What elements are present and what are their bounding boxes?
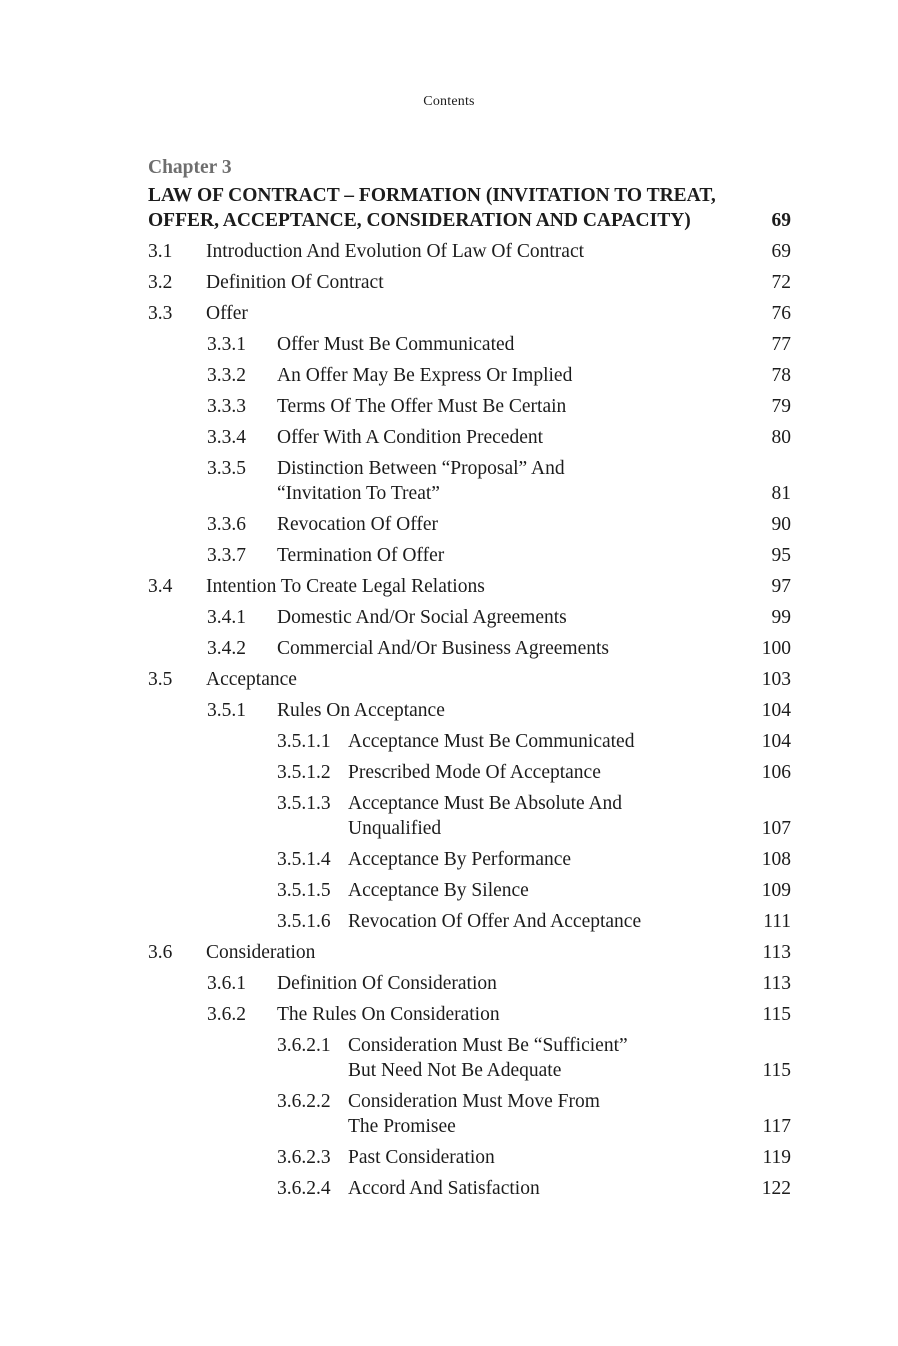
running-header: Contents (423, 94, 475, 109)
section-number: 3.6.2.2 (277, 1091, 331, 1112)
section-title: Acceptance (206, 669, 297, 690)
section-title: Past Consideration (348, 1147, 495, 1168)
section-title: But Need Not Be Adequate (348, 1060, 562, 1081)
toc-entry[interactable] (148, 301, 791, 326)
section-number: 3.3.5 (207, 458, 246, 479)
toc-entry[interactable] (148, 270, 791, 295)
page-number: 115 (762, 1004, 791, 1025)
toc-entry[interactable] (148, 363, 791, 388)
page-number: 117 (762, 1116, 791, 1137)
section-title: “Invitation To Treat” (277, 483, 440, 504)
toc-entry[interactable] (148, 698, 791, 723)
page-number: 90 (771, 514, 791, 535)
page-number: 103 (761, 669, 791, 690)
section-number: 3.5.1.1 (277, 731, 331, 752)
section-number: 3.3.2 (207, 365, 246, 386)
toc-entry[interactable] (148, 1033, 791, 1083)
page-number: 80 (771, 427, 791, 448)
toc-entry[interactable] (148, 847, 791, 872)
section-title: Accord And Satisfaction (348, 1178, 540, 1199)
toc-entry[interactable] (148, 909, 791, 934)
toc-entry[interactable] (148, 971, 791, 996)
toc-entry[interactable] (148, 239, 791, 264)
section-title: An Offer May Be Express Or Implied (277, 365, 573, 386)
toc-entry[interactable] (148, 878, 791, 903)
chapter-title-line: OFFER, ACCEPTANCE, CONSIDERATION AND CAPACITY) (148, 210, 691, 231)
page-number: 104 (761, 731, 791, 752)
section-title: Consideration (206, 942, 316, 963)
section-title: Domestic And/Or Social Agreements (277, 607, 567, 628)
page-number: 113 (762, 973, 791, 994)
section-number: 3.5.1.4 (277, 849, 331, 870)
toc-entry[interactable] (148, 605, 791, 630)
page-number: 69 (771, 241, 791, 262)
section-title: Definition Of Contract (206, 272, 384, 293)
section-number: 3.3.6 (207, 514, 246, 535)
section-number: 3.6.2.3 (277, 1147, 331, 1168)
toc-entry[interactable] (148, 1176, 791, 1201)
toc-entries (148, 239, 791, 1201)
section-title: Acceptance By Silence (348, 880, 529, 901)
toc-entry[interactable] (148, 543, 791, 568)
page-number: 106 (761, 762, 791, 783)
page-number: 76 (771, 303, 791, 324)
page-number: 107 (761, 818, 791, 839)
page-number: 115 (762, 1060, 791, 1081)
section-title: Acceptance By Performance (348, 849, 572, 870)
section-title: Offer (206, 303, 248, 324)
toc-entry[interactable] (148, 1089, 791, 1139)
toc-entry[interactable] (148, 332, 791, 357)
chapter-label: Chapter 3 (148, 157, 232, 178)
section-number: 3.6.2.1 (277, 1035, 331, 1056)
section-number: 3.3.7 (207, 545, 246, 566)
section-number: 3.3.3 (207, 396, 246, 417)
section-number: 3.3 (148, 303, 173, 324)
section-number: 3.5.1.3 (277, 793, 331, 814)
page-number: 113 (762, 942, 791, 963)
section-title: Acceptance Must Be Absolute And (348, 793, 623, 814)
page-number: 104 (761, 700, 791, 721)
section-title: The Rules On Consideration (277, 1004, 500, 1025)
chapter-title[interactable] (148, 183, 791, 233)
section-number: 3.5.1.2 (277, 762, 331, 783)
page-number: 109 (761, 880, 791, 901)
section-number: 3.4 (148, 576, 173, 597)
section-number: 3.5.1 (207, 700, 246, 721)
section-title: Revocation Of Offer And Acceptance (348, 911, 642, 932)
section-title: Rules On Acceptance (277, 700, 445, 721)
section-number: 3.5 (148, 669, 173, 690)
page-number: 72 (771, 272, 791, 293)
toc-entry[interactable] (148, 1145, 791, 1170)
toc-entry[interactable] (148, 512, 791, 537)
section-number: 3.6 (148, 942, 173, 963)
page-number: 100 (761, 638, 791, 659)
page-number: 111 (763, 911, 791, 932)
section-title: Acceptance Must Be Communicated (348, 731, 635, 752)
toc-entry[interactable] (148, 760, 791, 785)
section-title: Termination Of Offer (277, 545, 445, 566)
section-title: Offer With A Condition Precedent (277, 427, 544, 448)
section-title: Definition Of Consideration (277, 973, 497, 994)
toc-entry[interactable] (148, 940, 791, 965)
section-title: Consideration Must Move From (348, 1091, 600, 1112)
toc-entry[interactable] (148, 574, 791, 599)
section-number: 3.4.2 (207, 638, 246, 659)
section-title: Prescribed Mode Of Acceptance (348, 762, 601, 783)
page-number: 77 (771, 334, 791, 355)
chapter-title-line: LAW OF CONTRACT – FORMATION (INVITATION TO TREAT, (148, 185, 716, 206)
section-title: Introduction And Evolution Of Law Of Contract (206, 241, 585, 262)
page-number: 99 (771, 607, 791, 628)
toc-entry[interactable] (148, 425, 791, 450)
page-number: 119 (762, 1147, 791, 1168)
section-title: Distinction Between “Proposal” And (277, 458, 565, 479)
page-number: 108 (761, 849, 791, 870)
toc-entry[interactable] (148, 729, 791, 754)
page-number: 79 (771, 396, 791, 417)
page-number: 81 (771, 483, 791, 504)
section-number: 3.6.2.4 (277, 1178, 331, 1199)
page-number: 78 (771, 365, 791, 386)
section-title: The Promisee (348, 1116, 456, 1137)
toc-entry[interactable] (148, 667, 791, 692)
chapter-page-number: 69 (771, 210, 791, 231)
section-number: 3.5.1.6 (277, 911, 331, 932)
section-title: Offer Must Be Communicated (277, 334, 515, 355)
page-number: 95 (771, 545, 791, 566)
page-number: 122 (761, 1178, 791, 1199)
section-title: Intention To Create Legal Relations (206, 576, 485, 597)
toc-entry[interactable] (148, 636, 791, 661)
toc-entry[interactable] (148, 791, 791, 841)
section-number: 3.2 (148, 272, 173, 293)
section-number: 3.1 (148, 241, 173, 262)
section-number: 3.3.4 (207, 427, 246, 448)
section-title: Revocation Of Offer (277, 514, 438, 535)
section-number: 3.6.1 (207, 973, 246, 994)
section-title: Consideration Must Be “Sufficient” (348, 1035, 628, 1056)
page-number: 97 (771, 576, 791, 597)
section-number: 3.4.1 (207, 607, 246, 628)
toc-entry[interactable] (148, 1002, 791, 1027)
section-title: Unqualified (348, 818, 442, 839)
toc-entry[interactable] (148, 394, 791, 419)
section-number: 3.6.2 (207, 1004, 246, 1025)
section-number: 3.5.1.5 (277, 880, 331, 901)
table-of-contents (148, 153, 791, 1207)
toc-entry[interactable] (148, 456, 791, 506)
section-number: 3.3.1 (207, 334, 246, 355)
section-title: Commercial And/Or Business Agreements (277, 638, 609, 659)
section-title: Terms Of The Offer Must Be Certain (277, 396, 567, 417)
